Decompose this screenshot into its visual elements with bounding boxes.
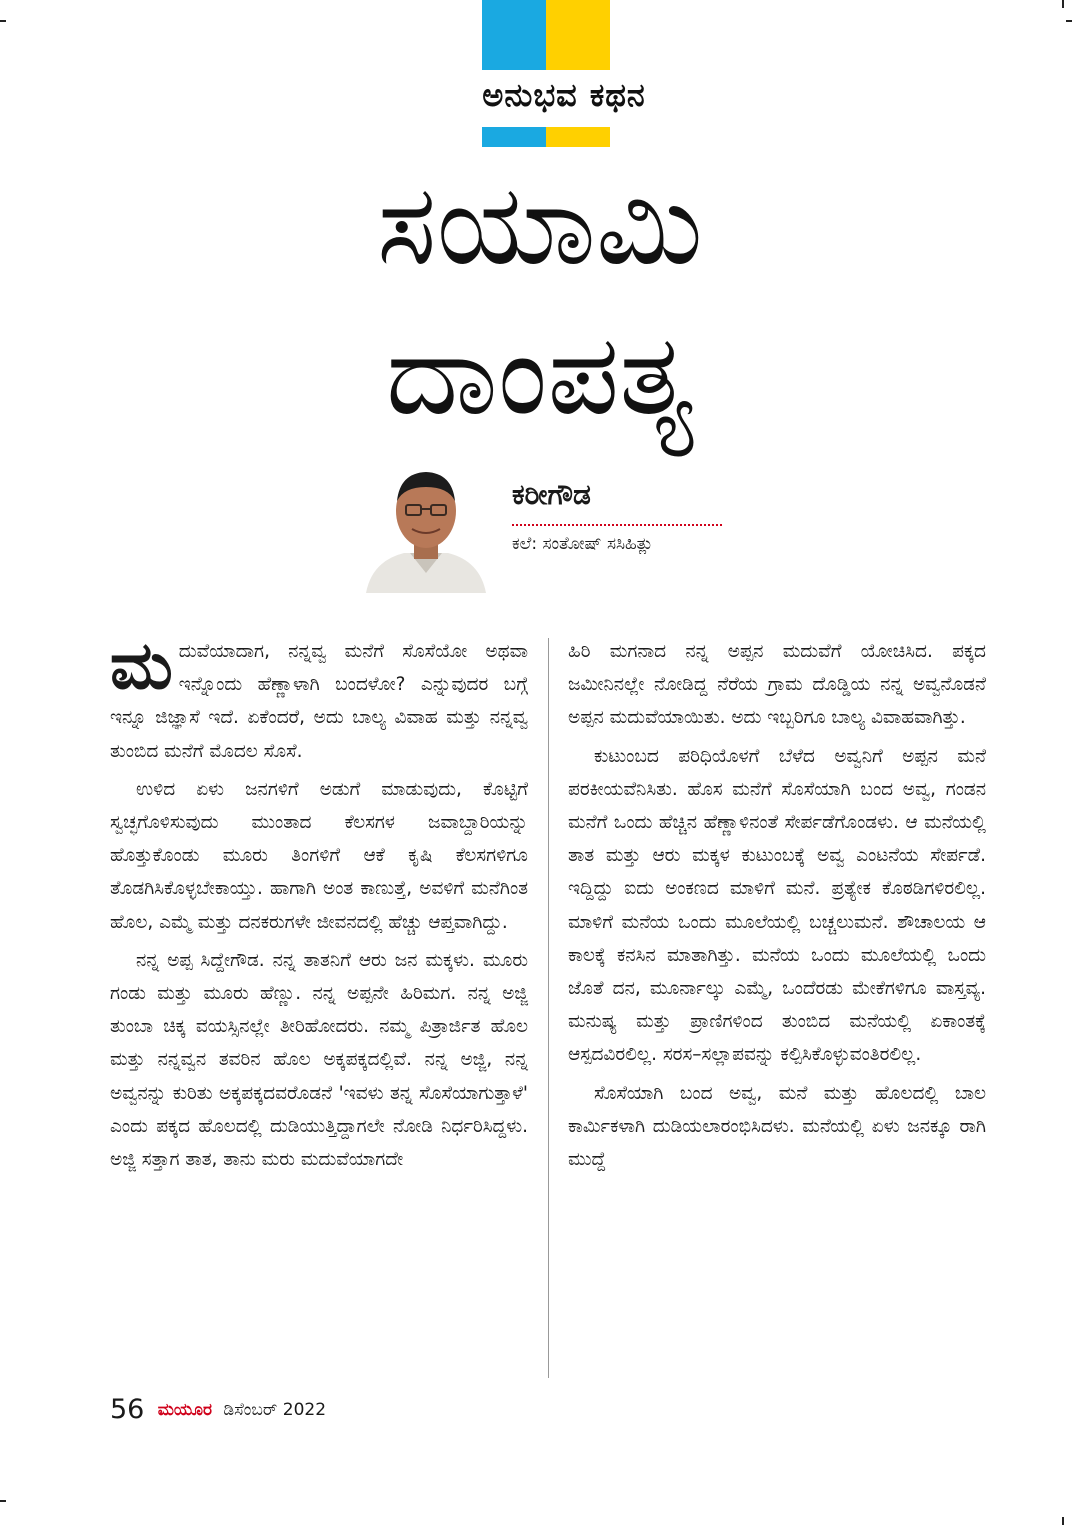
article-paragraph: ಉಳಿದ ಏಳು ಜನಗಳಿಗೆ ಅಡುಗೆ ಮಾಡುವುದು, ಕೊಟ್ಟಿಗೆ ಸ್ವಚ್ಛಗೊಳಿಸುವುದು ಮುಂತಾದ ಕೆಲಸಗಳ ಜವಾಬ್ದಾರಿಯನ್ನು ಹೊತ್ತುಕೊಂಡು ಮೂರು ತಿಂಗಳಿಗೆ ಆಕೆ ಕೃಷಿ ಕೆಲಸಗಳಿಗೂ ತೊಡಗಿಸಿಕೊಳ್ಳಬೇಕಾಯ್ತು. ಹಾಗಾಗಿ ಅಂತ ಕಾಣುತ್ತೆ, ಅವಳಿಗೆ ಮನೆಗಿಂತ ಹೊಲ, ಎಮ್ಮೆ ಮತ್ತು ದನಕರುಗಳೇ ಜೀವನದಲ್ಲಿ ಹೆಚ್ಚು ಆಪ್ತವಾಗಿದ್ದು. (110, 778, 528, 933)
crop-mark (0, 20, 6, 22)
brand-block-blue (482, 0, 546, 70)
article-paragraph: ಸೊಸೆಯಾಗಿ ಬಂದ ಅವ್ವ, ಮನೆ ಮತ್ತು ಹೊಲದಲ್ಲಿ ಬಾಲ ಕಾರ್ಮಿಕಳಾಗಿ ದುಡಿಯಲಾರಂಭಿಸಿದಳು. ಮನೆಯಲ್ಲಿ ಏಳು ಜನಕ್ಕೂ ರಾಗಿ ಮುದ್ದೆ (568, 1082, 986, 1171)
section-label: ಅನುಭವ ಕಥನ (482, 76, 646, 114)
magazine-name: ಮಯೂರ (157, 1400, 212, 1420)
article-paragraph (110, 627, 528, 768)
author-photo (356, 465, 496, 593)
article-paragraph: ಕುಟುಂಬದ ಪರಿಧಿಯೊಳಗೆ ಬೆಳೆದ ಅವ್ವನಿಗೆ ಅಪ್ಪನ ಮನೆ ಪರಕೀಯವೆನಿಸಿತು. ಹೊಸ ಮನೆಗೆ ಸೊಸೆಯಾಗಿ ಬಂದ ಅವ್ವ, ಗಂಡನ ಮನೆಗೆ ಒಂದು ಹೆಚ್ಚಿನ ಹೆಣ್ಣಾಳಿನಂತೆ ಸೇರ್ಪಡೆಗೊಂಡಳು. ಆ ಮನೆಯಲ್ಲಿ ತಾತ ಮತ್ತು ಆರು ಮಕ್ಕಳ ಕುಟುಂಬಕ್ಕೆ ಅವ್ವ ಎಂಟನೆಯ ಸೇರ್ಪಡೆ. ಇದ್ದಿದ್ದು ಐದು ಅಂಕಣದ ಮಾಳಿಗೆ ಮನೆ. ಪ್ರತ್ಯೇಕ ಕೊಠಡಿಗಳಿರಲಿಲ್ಲ. ಮಾಳಿಗೆ ಮನೆಯ ಒಂದು ಮೂಲೆಯಲ್ಲಿ ಬಚ್ಚಲುಮನೆ. ಶೌಚಾಲಯ ಆ ಕಾಲಕ್ಕೆ ಕನಸಿನ ಮಾತಾಗಿತ್ತು. ಮನೆಯ ಒಂದು ಮೂಲೆಯಲ್ಲಿ ಒಂದು ಜೊತೆ ದನ, ಮೂರ್ನಾಲ್ಕು ಎಮ್ಮೆ, ಒಂದೆರಡು ಮೇಕೆಗಳಿಗೂ ವಾಸ್ತವ್ಯ. ಮನುಷ್ಯ ಮತ್ತು ಪ್ರಾಣಿಗಳಿಂದ ತುಂಬಿದ ಮನೆಯಲ್ಲಿ ಏಕಾಂತಕ್ಕೆ ಆಸ್ಪದವಿರಲಿಲ್ಲ. ಸರಸ–ಸಲ್ಲಾಪವನ್ನು ಕಲ್ಪಿಸಿಕೊಳ್ಳುವಂತಿರಲಿಲ್ಲ. (568, 745, 986, 1066)
article-column-right (568, 635, 986, 1181)
crop-mark (0, 1500, 6, 1502)
drop-cap: ಮ (110, 627, 173, 704)
page-number: 56 (110, 1394, 145, 1425)
page-footer (110, 1394, 326, 1425)
headline-line-1: ಸಯಾಮಿ (376, 160, 704, 290)
article-column-left (110, 627, 528, 1181)
brand-block-yellow-lower (546, 127, 610, 147)
article-paragraph: ನನ್ನ ಅಪ್ಪ ಸಿದ್ದೇಗೌಡ. ನನ್ನ ತಾತನಿಗೆ ಆರು ಜನ ಮಕ್ಕಳು. ಮೂರು ಗಂಡು ಮತ್ತು ಮೂರು ಹೆಣ್ಣು. ನನ್ನ ಅಪ್ಪನೇ ಹಿರಿಮಗ. ನನ್ನ ಅಜ್ಜಿ ತುಂಬಾ ಚಿಕ್ಕ ವಯಸ್ಸಿನಲ್ಲೇ ತೀರಿಹೋದರು. ನಮ್ಮ ಪಿತ್ರಾರ್ಜಿತ ಹೊಲ ಮತ್ತು ನನ್ನವ್ವನ ತವರಿನ ಹೊಲ ಅಕ್ಕಪಕ್ಕದಲ್ಲಿವೆ. ನನ್ನ ಅಜ್ಜಿ, ನನ್ನ ಅವ್ವನನ್ನು ಕುರಿತು ಅಕ್ಕಪಕ್ಕದವರೊಡನೆ 'ಇವಳು ತನ್ನ ಸೊಸೆಯಾಗುತ್ತಾಳೆ' ಎಂದು ಪಕ್ಕದ ಹೊಲದಲ್ಲಿ ದುಡಿಯುತ್ತಿದ್ದಾಗಲೇ ನೋಡಿ ನಿರ್ಧರಿಸಿದ್ದಳು. ಅಜ್ಜಿ ಸತ್ತಾಗ ತಾತ, ತಾನು ಮರು ಮದುವೆಯಾಗದೇ (110, 949, 528, 1171)
brand-block-blue-lower (482, 127, 546, 147)
crop-mark (1066, 20, 1072, 22)
crop-mark (1062, 0, 1064, 8)
art-credit: ಕಲೆ: ಸಂತೋಷ್ ಸಸಿಹಿತ್ಲು (512, 534, 654, 554)
column-divider (548, 638, 549, 1378)
article-paragraph: ಹಿರಿ ಮಗನಾದ ನನ್ನ ಅಪ್ಪನ ಮದುವೆಗೆ ಯೋಚಿಸಿದ. ಪಕ್ಕದ ಜಮೀನಿನಲ್ಲೇ ನೋಡಿದ್ದ ನೆರೆಯ ಗ್ರಾಮ ದೊಡ್ಡಿಯ ನನ್ನ ಅವ್ವನೊಡನೆ ಅಪ್ಪನ ಮದುವೆಯಾಯಿತು. ಅದು ಇಬ್ಬರಿಗೂ ಬಾಲ್ಯ ವಿವಾಹವಾಗಿತ್ತು. (568, 641, 986, 729)
author-name: ಕರೀಗೌಡ (512, 478, 591, 511)
issue-date: ಡಿಸೆಂಬರ್ 2022 (223, 1400, 327, 1420)
byline-divider (512, 524, 722, 526)
brand-block-yellow (546, 0, 610, 70)
paragraph-text: ದುವೆಯಾದಾಗ, ನನ್ನವ್ವ ಮನೆಗೆ ಸೊಸೆಯೋ ಅಥವಾ ಇನ್ನೊಂದು ಹೆಣ್ಣಾಳಾಗಿ ಬಂದಳೋ? ಎನ್ನುವುದರ ಬಗ್ಗೆ ಇನ್ನೂ ಜಿಜ್ಞಾಸೆ ಇದೆ. ಏಕೆಂದರೆ, ಅದು ಬಾಲ್ಯ ವಿವಾಹ ಮತ್ತು ನನ್ನವ್ವ ತುಂಬಿದ ಮನೆಗೆ ಮೊದಲ ಸೊಸೆ. (110, 641, 528, 762)
headline-line-2: ದಾಂಪತ್ಯ (385, 310, 695, 440)
crop-mark (1062, 1517, 1064, 1525)
